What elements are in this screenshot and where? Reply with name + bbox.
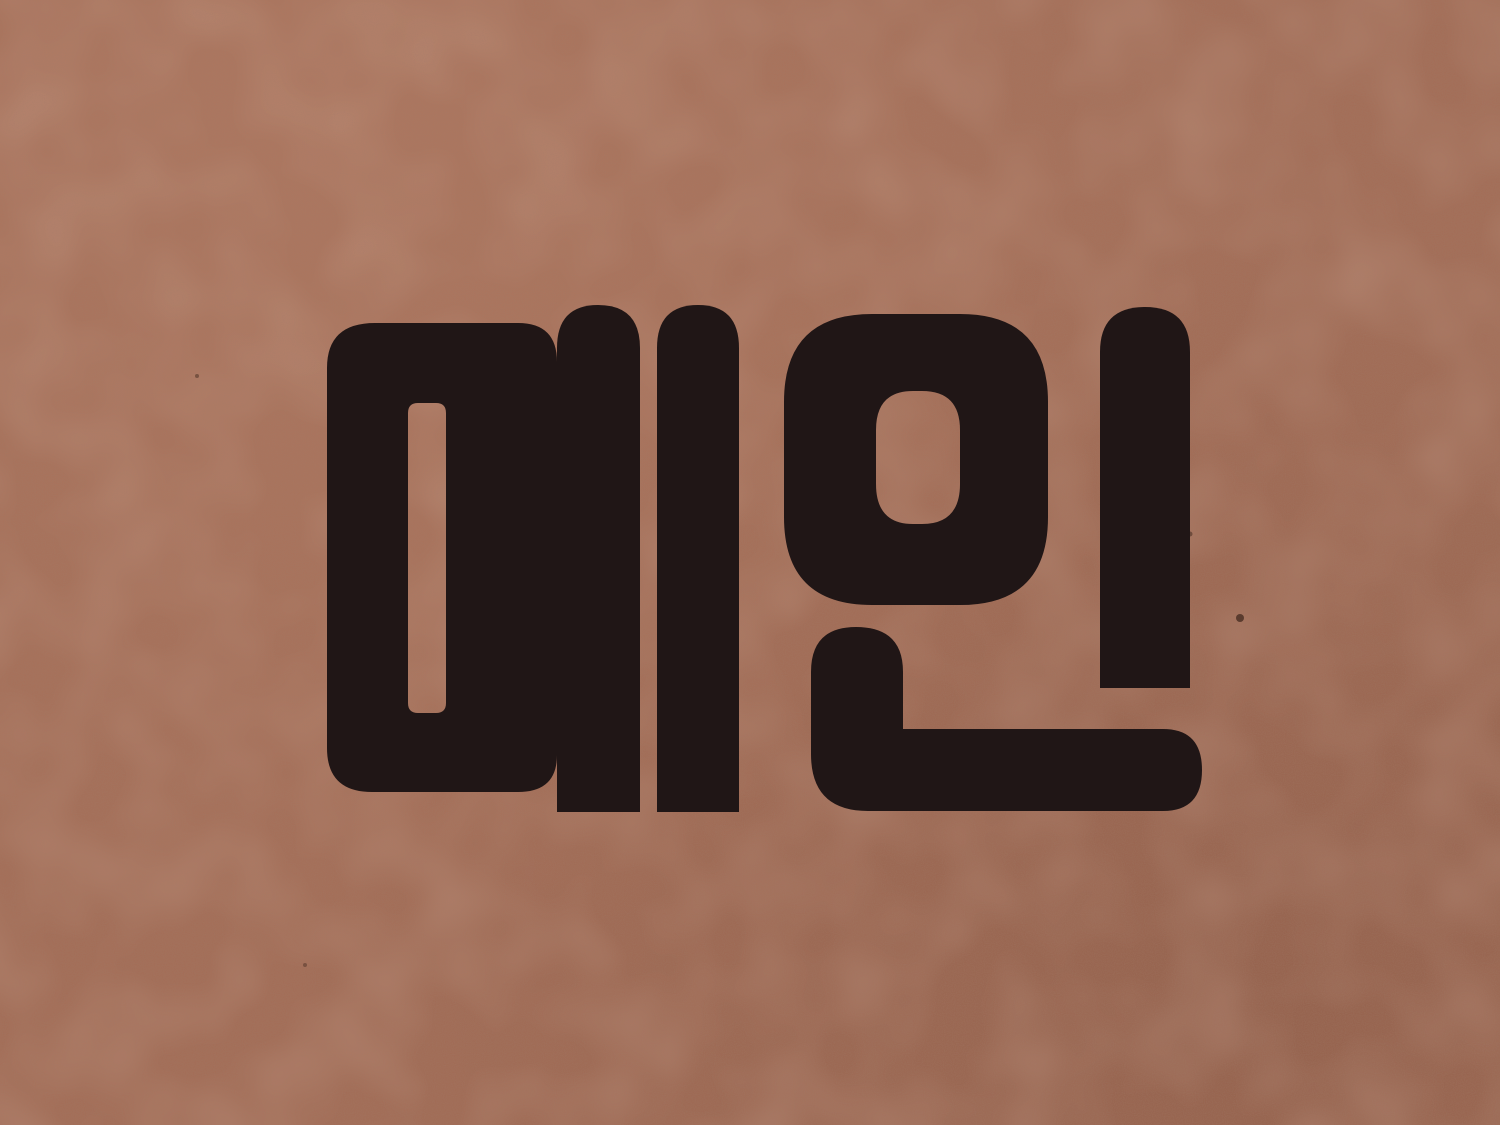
glyph-e-bar bbox=[446, 508, 561, 592]
glyph-me bbox=[327, 305, 739, 812]
glyph-i-stroke bbox=[1100, 307, 1190, 688]
glyph-in bbox=[784, 307, 1202, 811]
glyph-e-right-stroke bbox=[657, 305, 739, 812]
glyph-ieung bbox=[784, 314, 1048, 605]
glyph-e-left-stroke bbox=[557, 305, 640, 812]
